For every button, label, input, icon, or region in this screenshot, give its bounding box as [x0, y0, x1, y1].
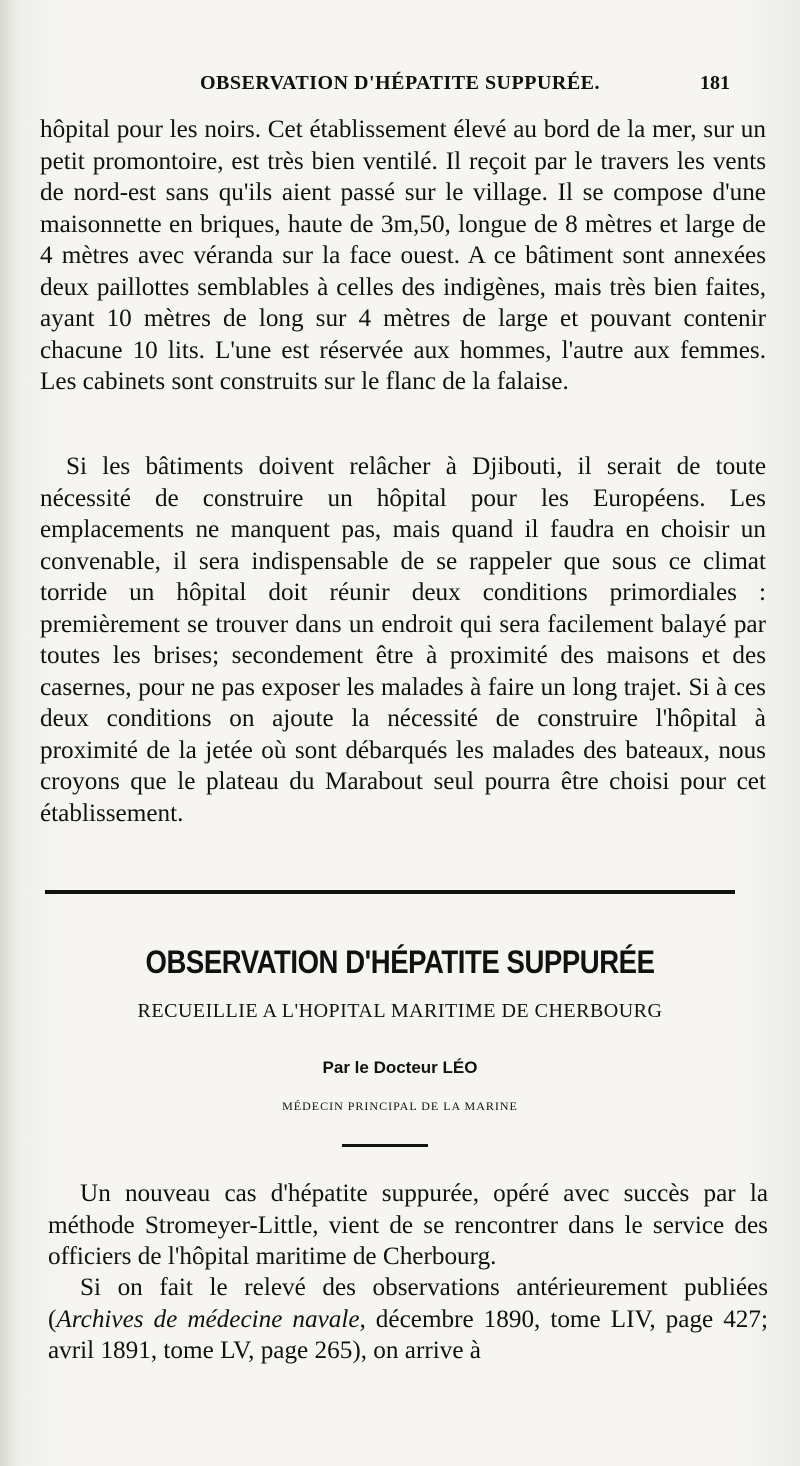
article-title: OBSERVATION D'HÉPATITE SUPPURÉE — [145, 944, 655, 980]
page-number: 181 — [700, 72, 730, 94]
title-underline-rule — [342, 1144, 428, 1147]
author-affiliation: MÉDECIN PRINCIPAL DE LA MARINE — [282, 1099, 518, 1113]
paragraph-new-case: Un nouveau cas d'hépatite suppurée, opéré avec succès par la méthode Stromeyer-Little, vient de se rencontrer dans le service des officiers de l'hôpital maritime de Cherbourg. — [48, 1180, 768, 1270]
article-byline: Par le Docteur LÉO — [322, 1058, 478, 1077]
section-divider-rule — [45, 890, 735, 894]
paragraph-text-end: décembre 1890, tome LIV, page 427; avril 1891, tome LV, page 265), on arrive à — [48, 1305, 768, 1364]
paragraph-djibouti-hospital: Si les bâtiments doivent relâcher à Djibouti, il serait de toute nécessité de construire un hôpital pour les Européens. Les emplacements ne manquent pas, mais quand il faudra en choisir un convenable, il sera indispensable de se rappeler que sous ce climat torride un hôpital doit réunir deux conditions primordiales : premièrement se trouver dans un endroit qui sera facilement balayé par toutes les brises; secondement être à proximité des maisons et des casernes, pour ne pas exposer les malades à faire un long trajet. Si à ces deux conditions on ajoute la nécessité de construire l'hôpital à proximité de la jetée où sont débarqués les malades des bateaux, nous croyons que le plateau du Marabout seul pourra être choisi pour cet établissement. — [40, 453, 766, 827]
article-subtitle: RECUEILLIE A L'HOPITAL MARITIME DE CHERBOURG — [137, 1000, 663, 1022]
running-head-title: OBSERVATION D'HÉPATITE SUPPURÉE. — [200, 72, 601, 94]
paragraph-previous-observations — [48, 1272, 768, 1367]
journal-title-italic: Archives de médecine navale, — [56, 1305, 366, 1333]
paragraph-hospital-description: hôpital pour les noirs. Cet établissement élevé au bord de la mer, sur un petit promontoire, est très bien ventilé. Il reçoit par le travers les vents de nord-est sans qu'ils aient passé sur le village. Il se compose d'une maisonnette en briques, haute de 3m,50, longue de 8 mètres et large de 4 mètres avec véranda sur la face ouest. A ce bâtiment sont annexées deux paillottes semblables à celles des indigènes, mais très bien faites, ayant 10 mètres de long sur 4 mètres de large et pouvant contenir chacune 10 lits. L'une est réservée aux hommes, l'autre aux femmes. Les cabinets sont construits sur le flanc de la falaise. — [40, 116, 766, 395]
paragraph-text-start: Si on fait le relevé des observations antérieurement publiées ( — [48, 1274, 768, 1333]
